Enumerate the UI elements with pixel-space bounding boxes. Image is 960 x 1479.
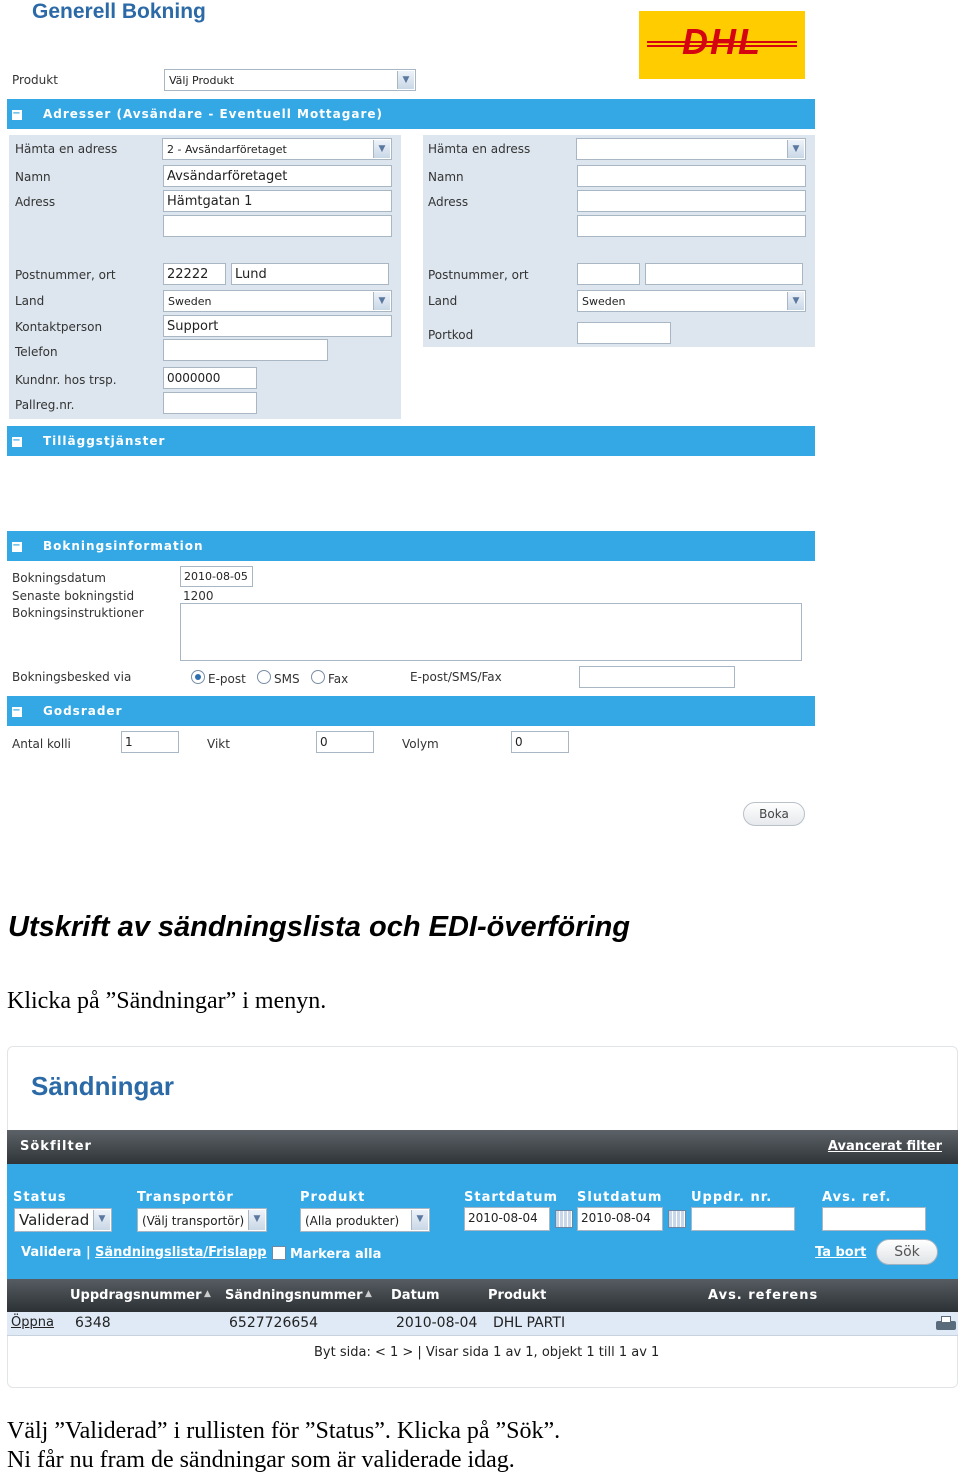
startdatum-label: Startdatum [464, 1190, 559, 1205]
sender-kundnr-label: Kundnr. hos trsp. [15, 373, 117, 387]
vikt-input[interactable]: 0 [316, 731, 374, 753]
besked-label: Bokningsbesked via [12, 670, 132, 684]
doc-para1: Klicka på ”Sändningar” i menyn. [7, 988, 327, 1014]
row-sandning: 6527726654 [229, 1315, 319, 1331]
markera-alla-label: Markera alla [290, 1247, 382, 1262]
instr-label: Bokningsinstruktioner [12, 606, 144, 620]
collapse-icon[interactable]: − [12, 540, 22, 551]
row-uppdrag: 6348 [75, 1315, 111, 1331]
radio-fax-label: Fax [328, 672, 349, 686]
radio-epost-dot [195, 674, 201, 680]
doc-heading: Utskrift av sändningslista och EDI-överföring [8, 911, 630, 943]
produkt-filter-select[interactable] [300, 1208, 430, 1232]
produkt-select-value: Välj Produkt [169, 74, 235, 87]
col-uppdragsnummer[interactable]: Uppdragsnummer [70, 1288, 202, 1303]
sender-hamta-select[interactable] [162, 138, 392, 160]
sender-kundnr-input[interactable]: 0000000 [163, 367, 257, 389]
boka-button[interactable]: Boka [743, 802, 805, 826]
addresses-section-title: Adresser (Avsändare - Eventuell Mottagare) [43, 107, 383, 121]
validera-link[interactable]: Validera [21, 1245, 82, 1260]
volym-input[interactable]: 0 [511, 731, 569, 753]
collapse-icon[interactable]: − [12, 108, 22, 119]
vikt-label: Vikt [207, 737, 230, 751]
receiver-hamta-select[interactable] [576, 138, 806, 160]
row-produkt: DHL PARTI [493, 1315, 566, 1331]
receiver-land-label: Land [428, 294, 458, 308]
chevron-down-icon: ▼ [787, 292, 804, 310]
transportor-select[interactable] [137, 1208, 267, 1232]
col-avs-referens[interactable]: Avs. referens [708, 1288, 819, 1303]
sokfilter-title: Sökfilter [20, 1139, 92, 1154]
ta-bort-link[interactable]: Ta bort [815, 1245, 867, 1260]
addresses-section-bar[interactable] [7, 99, 815, 129]
sender-namn-input[interactable]: Avsändarföretaget [163, 165, 392, 187]
oppna-link[interactable]: Öppna [11, 1315, 54, 1330]
antal-input[interactable]: 1 [121, 731, 179, 753]
table-row [7, 1312, 958, 1336]
link-separator: | [86, 1245, 91, 1260]
produkt-filter-value: (Alla produkter) [305, 1214, 400, 1228]
receiver-portkod-input[interactable] [577, 322, 671, 344]
sort-up-icon: ▲ [204, 1289, 211, 1299]
avsref-input[interactable] [822, 1207, 926, 1231]
sokfilter-bar [7, 1130, 958, 1164]
chevron-down-icon: ▼ [397, 71, 414, 89]
row-datum: 2010-08-04 [396, 1315, 478, 1331]
godsrader-section-title: Godsrader [43, 704, 123, 718]
status-select-value: Validerad [19, 1211, 90, 1229]
volym-label: Volym [402, 737, 439, 751]
results-header [7, 1279, 958, 1312]
sender-kontakt-label: Kontaktperson [15, 320, 103, 334]
bokningsdatum-label: Bokningsdatum [12, 571, 106, 585]
sender-namn-label: Namn [15, 170, 51, 184]
receiver-portkod-label: Portkod [428, 328, 474, 342]
bokningsdatum-input[interactable]: 2010-08-05 [180, 566, 253, 587]
dhl-logo-text: DHL [682, 21, 762, 62]
bokinfo-section-bar[interactable] [7, 531, 815, 561]
sender-adress-label: Adress [15, 195, 56, 209]
receiver-ort-input[interactable] [645, 263, 803, 285]
sender-kontakt-input[interactable]: Support [163, 315, 392, 337]
senaste-label: Senaste bokningstid [12, 589, 135, 603]
pagination: Byt sida: < 1 > | Visar sida 1 av 1, objekt 1 till 1 av 1 [314, 1345, 660, 1360]
sender-pallreg-label: Pallreg.nr. [15, 398, 75, 412]
receiver-namn-label: Namn [428, 170, 464, 184]
doc-para3: Ni får nu fram de sändningar som är validerade idag. [7, 1447, 515, 1473]
calendar-icon[interactable] [668, 1210, 686, 1228]
chevron-down-icon: ▼ [787, 140, 804, 158]
markera-alla-checkbox[interactable] [272, 1246, 286, 1260]
sender-adress-input[interactable]: Hämtgatan 1 [163, 190, 392, 212]
receiver-postnr-label: Postnummer, ort [428, 268, 529, 282]
produkt-label: Produkt [12, 73, 58, 87]
doc-para2: Välj ”Validerad” i rullisten för ”Status”. Klicka på ”Sök”. [7, 1418, 561, 1444]
sender-hamta-label: Hämta en adress [15, 142, 118, 156]
sok-button[interactable]: Sök [876, 1239, 938, 1265]
transportor-select-value: (Välj transportör) [142, 1214, 245, 1228]
godsrader-section-bar[interactable] [7, 696, 815, 726]
senaste-value: 1200 [183, 589, 214, 603]
receiver-namn-input[interactable] [577, 165, 806, 187]
sender-land-value: Sweden [168, 295, 212, 308]
transportor-label: Transportör [137, 1190, 234, 1205]
printer-icon[interactable] [936, 1316, 956, 1331]
chevron-down-icon: ▼ [248, 1210, 265, 1230]
sandningslista-link[interactable]: Sändningslista/Frislapp [95, 1245, 267, 1260]
sender-adress2-input[interactable] [163, 215, 392, 237]
avancerat-filter-link[interactable]: Avancerat filter [827, 1139, 942, 1154]
receiver-land-value: Sweden [582, 295, 626, 308]
receiver-adress2-input[interactable] [577, 215, 806, 237]
radio-sms-label: SMS [274, 672, 300, 686]
startdatum-input[interactable]: 2010-08-04 [464, 1207, 550, 1231]
radio-epost-label: E-post [208, 672, 246, 686]
sender-pallreg-input[interactable] [163, 392, 257, 414]
booking-title: Generell Bokning [32, 0, 206, 23]
sandningar-title: Sändningar [31, 1071, 175, 1101]
calendar-icon[interactable] [555, 1210, 573, 1228]
receiver-land-select[interactable] [577, 290, 806, 312]
bokinfo-section-title: Bokningsinformation [43, 539, 204, 553]
chevron-down-icon: ▼ [93, 1210, 110, 1230]
avsref-label: Avs. ref. [822, 1190, 892, 1205]
slutdatum-label: Slutdatum [577, 1190, 663, 1205]
tillagg-section-title: Tilläggstjänster [43, 434, 166, 448]
sender-postnr-label: Postnummer, ort [15, 268, 116, 282]
radio-epost[interactable] [191, 670, 205, 684]
sender-land-label: Land [15, 294, 45, 308]
chevron-down-icon: ▼ [411, 1210, 428, 1230]
uppdr-label: Uppdr. nr. [691, 1190, 773, 1205]
sender-ort-input[interactable]: Lund [231, 263, 389, 285]
chevron-down-icon: ▼ [373, 292, 390, 310]
status-select[interactable] [14, 1208, 112, 1232]
receiver-hamta-label: Hämta en adress [428, 142, 531, 156]
dhl-logo [639, 11, 805, 79]
col-produkt[interactable]: Produkt [488, 1288, 547, 1303]
radio-fax[interactable] [311, 670, 325, 684]
sender-telefon-input[interactable] [163, 339, 328, 361]
epost-sms-fax-input[interactable] [579, 666, 735, 688]
collapse-icon[interactable]: − [12, 435, 22, 446]
collapse-icon[interactable]: − [12, 705, 22, 716]
printer-icon-paper [941, 1316, 951, 1323]
epost-sms-fax-label: E-post/SMS/Fax [410, 670, 502, 684]
status-label: Status [13, 1190, 67, 1205]
receiver-postnr-input[interactable] [577, 263, 640, 285]
radio-sms[interactable] [257, 670, 271, 684]
col-sandningsnummer[interactable]: Sändningsnummer [225, 1288, 363, 1303]
instr-textarea[interactable] [180, 603, 802, 661]
receiver-adress-input[interactable] [577, 190, 806, 212]
antal-label: Antal kolli [12, 737, 71, 751]
produkt-filter-label: Produkt [300, 1190, 366, 1205]
sender-postnr-input[interactable]: 22222 [163, 263, 226, 285]
col-datum[interactable]: Datum [391, 1288, 440, 1303]
sender-hamta-value: 2 - Avsändarföretaget [167, 143, 287, 156]
sender-telefon-label: Telefon [15, 345, 58, 359]
tillagg-section-bar[interactable] [7, 426, 815, 456]
receiver-adress-label: Adress [428, 195, 469, 209]
uppdr-input[interactable] [691, 1207, 795, 1231]
produkt-select[interactable] [164, 69, 416, 91]
sender-land-select[interactable] [163, 290, 392, 312]
chevron-down-icon: ▼ [373, 140, 390, 158]
sort-up-icon: ▲ [365, 1289, 372, 1299]
filter-panel [7, 1164, 958, 1279]
slutdatum-input[interactable]: 2010-08-04 [577, 1207, 663, 1231]
